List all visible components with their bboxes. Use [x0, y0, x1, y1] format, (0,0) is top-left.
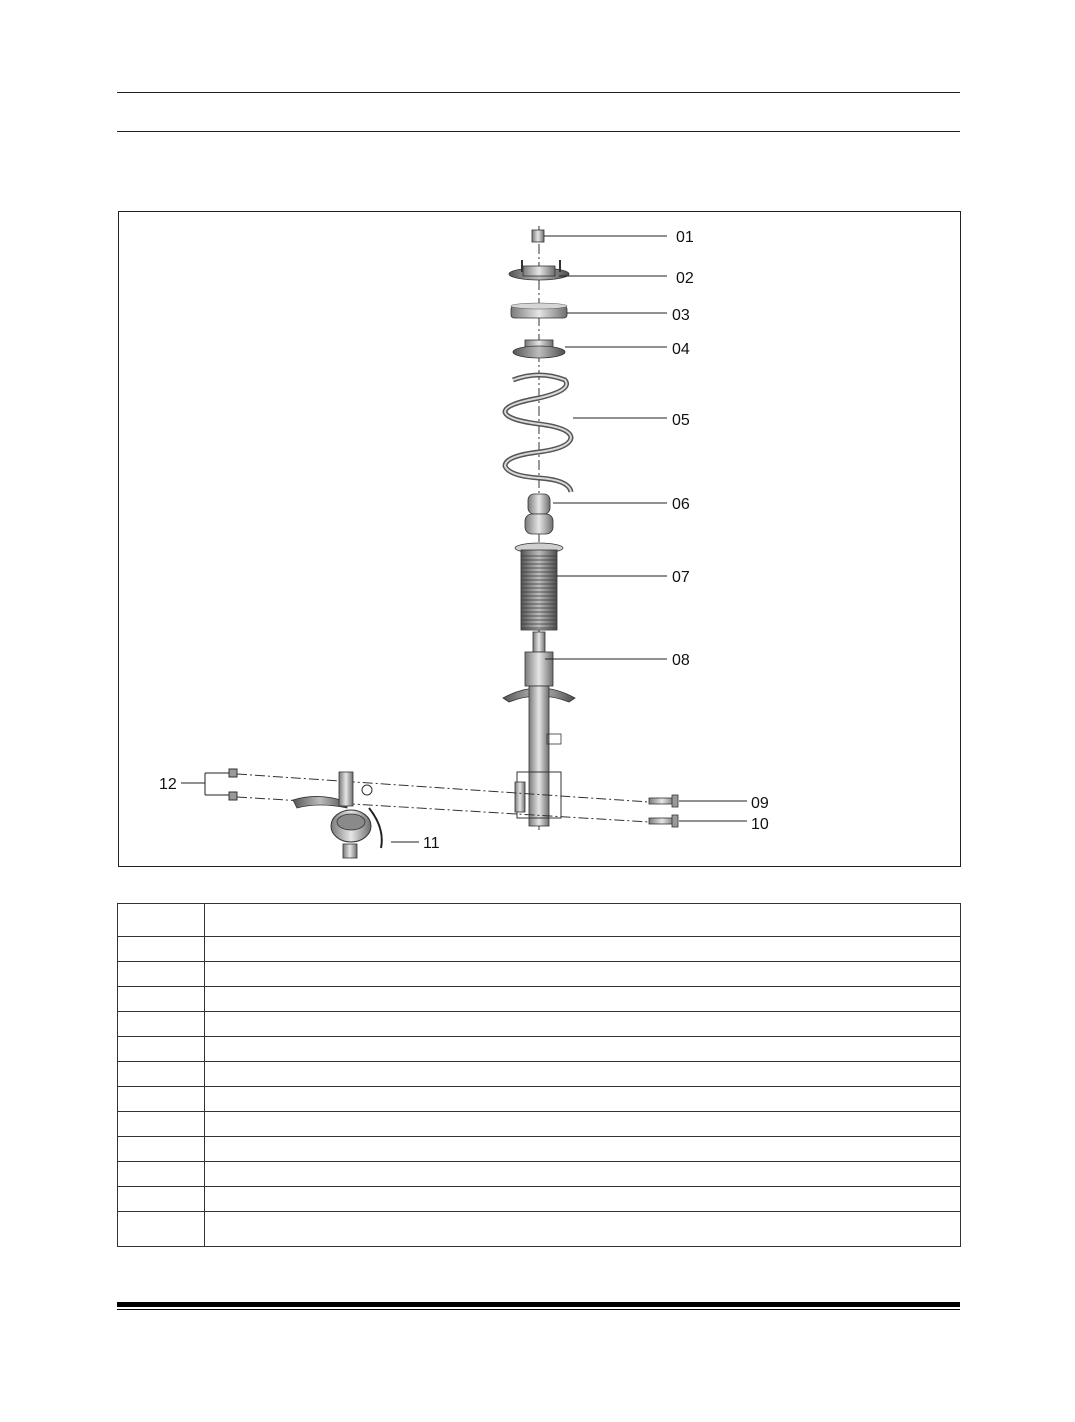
part-number-cell: [118, 1012, 205, 1037]
part-name-cell: [205, 962, 961, 987]
part-name-cell: [205, 1062, 961, 1087]
parts-list-table: [117, 903, 961, 1247]
table-row: [118, 937, 961, 962]
callout-04: 04: [672, 341, 690, 358]
callout-02: 02: [676, 270, 694, 287]
header-rule-secondary: [117, 131, 960, 132]
part-name-cell: [205, 1137, 961, 1162]
part-number-cell: [118, 904, 205, 937]
part-number-cell: [118, 1112, 205, 1137]
part-04-spring-seat: [513, 340, 667, 358]
table-row: [118, 1012, 961, 1037]
part-name-cell: [205, 1212, 961, 1247]
callout-01: 01: [676, 229, 694, 246]
table-row: [118, 1187, 961, 1212]
table-row: [118, 962, 961, 987]
part-number-cell: [118, 1137, 205, 1162]
part-number-cell: [118, 1212, 205, 1247]
callout-03: 03: [672, 307, 690, 324]
part-10-bolt: [649, 815, 747, 827]
part-name-cell: [205, 1162, 961, 1187]
part-number-cell: [118, 1037, 205, 1062]
part-name-cell: [205, 987, 961, 1012]
table-row: [118, 1062, 961, 1087]
part-name-cell: [205, 904, 961, 937]
part-02-strut-mount: [509, 260, 667, 280]
table-row: [118, 1112, 961, 1137]
part-number-cell: [118, 1062, 205, 1087]
callout-10: 10: [751, 816, 769, 833]
table-row: [118, 1137, 961, 1162]
table-row: [118, 1087, 961, 1112]
part-03-bearing: [511, 303, 667, 318]
callout-06: 06: [672, 496, 690, 513]
part-08-shock-absorber: [503, 632, 667, 826]
part-name-cell: [205, 1112, 961, 1137]
table-row: [118, 1162, 961, 1187]
part-name-cell: [205, 1187, 961, 1212]
part-09-bolt: [649, 795, 747, 807]
part-01-nut: [532, 230, 667, 242]
part-name-cell: [205, 1087, 961, 1112]
part-number-cell: [118, 987, 205, 1012]
callout-07: 07: [672, 569, 690, 586]
footer-rule-thin: [117, 1309, 960, 1310]
table-row: [118, 1037, 961, 1062]
footer-rule-thick: [117, 1302, 960, 1307]
parts-list-body: [118, 904, 961, 1247]
callout-05: 05: [672, 412, 690, 429]
exploded-view-diagram: [118, 211, 961, 867]
table-row: [118, 904, 961, 937]
callout-12: 12: [159, 776, 177, 793]
part-number-cell: [118, 1162, 205, 1187]
part-07-dust-boot: [515, 543, 667, 630]
part-12-bracket-leader: [181, 769, 237, 800]
part-06-bump-stop: [525, 494, 667, 534]
part-name-cell: [205, 937, 961, 962]
part-number-cell: [118, 937, 205, 962]
part-number-cell: [118, 1187, 205, 1212]
callout-11: 11: [423, 835, 440, 852]
callout-08: 08: [672, 652, 690, 669]
part-05-coil-spring: [505, 375, 667, 492]
strut-assembly-drawing: [119, 212, 962, 868]
part-name-cell: [205, 1012, 961, 1037]
part-number-cell: [118, 962, 205, 987]
bolt-axis-upper: [237, 774, 649, 802]
part-name-cell: [205, 1037, 961, 1062]
table-row: [118, 987, 961, 1012]
part-number-cell: [118, 1087, 205, 1112]
table-row: [118, 1212, 961, 1247]
header-rule: [117, 92, 960, 93]
callout-09: 09: [751, 795, 769, 812]
